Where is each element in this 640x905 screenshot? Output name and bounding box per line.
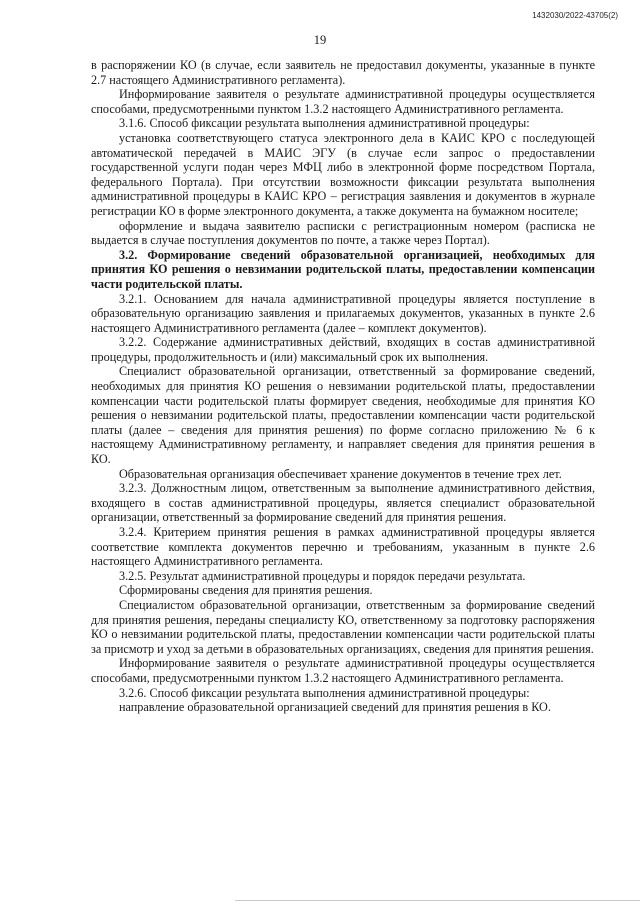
paragraph: установка соответствующего статуса электронного дела в КАИС КРО с последующей автоматической передачей в МАИС ЭГУ (в случае если запрос о предоставлении государственной услуги подан через МФЦ либо в электронной форме посредством Портала, федерального Портала). При отсутствии возможности фиксации результата выполнения административной процедуры в КАИС КРО – регистрация заявления и документов в журнале регистрации КО в форме электронного документа, а также документа на бумажном носителе; bbox=[91, 130, 595, 218]
paragraph: Информирование заявителя о результате административной процедуры осуществляется способами, предусмотренными пунктом 1.3.2 настоящего Административного регламента. bbox=[91, 87, 595, 116]
paragraph: направление образовательной организацией сведений для принятия решения в КО. bbox=[119, 700, 551, 715]
document-number: 1432030/2022-43705(2) bbox=[532, 11, 618, 20]
paragraph: 3.2.2. Содержание административных действий, входящих в состав административной процедуры, продолжительность и (или) максимальный срок их выполнения. bbox=[91, 335, 595, 364]
paragraph: Специалистом образовательной организации, ответственным за формирование сведений для принятия решения, переданы специалисту КО, ответственному за подготовку распоряжения КО о невзимании родительской платы, предоставлении компенсации части родительской платы за присмотр и уход за детьми в образовательных организациях, сведения для принятия решения. bbox=[91, 597, 595, 656]
paragraph: Образовательная организация обеспечивает хранение документов в течение трех лет. bbox=[119, 466, 562, 481]
paragraph: Сформированы сведения для принятия решения. bbox=[119, 583, 373, 598]
paragraph: оформление и выдача заявителю расписки с регистрационным номером (расписка не выдается в случае поступления документов по почте, а также через Портал). bbox=[91, 218, 595, 248]
paragraph: 3.2.4. Критерием принятия решения в рамках административной процедуры является соответствие комплекта документов перечню и требованиям, указанным в пункте 2.6 настоящего Административного регламента. bbox=[91, 525, 595, 569]
paragraph: Специалист образовательной организации, ответственный за формирование сведений, необходимых для принятия КО решения о невзимании родительской платы, предоставлении компенсации части родительской платы формирует сведения, необходимые для принятия КО решения о невзимании родительской платы, предоставлении компенсации части родительской платы (далее – сведения для принятия решения) по форме согласно приложению № 6 к настоящему Административному регламенту, и направляет сведения для принятия решения в КО. bbox=[91, 364, 595, 467]
page-number: 19 bbox=[313, 33, 327, 47]
document-body bbox=[91, 58, 595, 715]
paragraph: 3.2.1. Основанием для начала административной процедуры является поступление в образовательную организацию заявления и прилагаемых документов, указанных в пункте 2.6 настоящего Административного регламента (далее – комплект документов). bbox=[91, 291, 595, 335]
paragraph: Информирование заявителя о результате административной процедуры осуществляется способами, предусмотренными пунктом 1.3.2 настоящего Административного регламента. bbox=[91, 656, 595, 685]
scan-edge-line bbox=[235, 900, 640, 901]
paragraph: 3.1.6. Способ фиксации результата выполнения административной процедуры: bbox=[119, 116, 530, 131]
section-heading: 3.2. Формирование сведений образовательной организацией, необходимых для принятия КО решения о невзимании родительской платы, предоставлении компенсации части родительской платы. bbox=[91, 247, 595, 291]
paragraph: 3.2.3. Должностным лицом, ответственным за выполнение административного действия, входящего в состав административной процедуры, является специалист образовательной организации, ответственный за формирование сведений для принятия решения. bbox=[91, 481, 595, 525]
paragraph: в распоряжении КО (в случае, если заявитель не предоставил документы, указанные в пункте 2.7 настоящего Административного регламента). bbox=[91, 58, 595, 87]
paragraph: 3.2.6. Способ фиксации результата выполнения административной процедуры: bbox=[119, 685, 530, 700]
paragraph: 3.2.5. Результат административной процедуры и порядок передачи результата. bbox=[119, 568, 526, 583]
